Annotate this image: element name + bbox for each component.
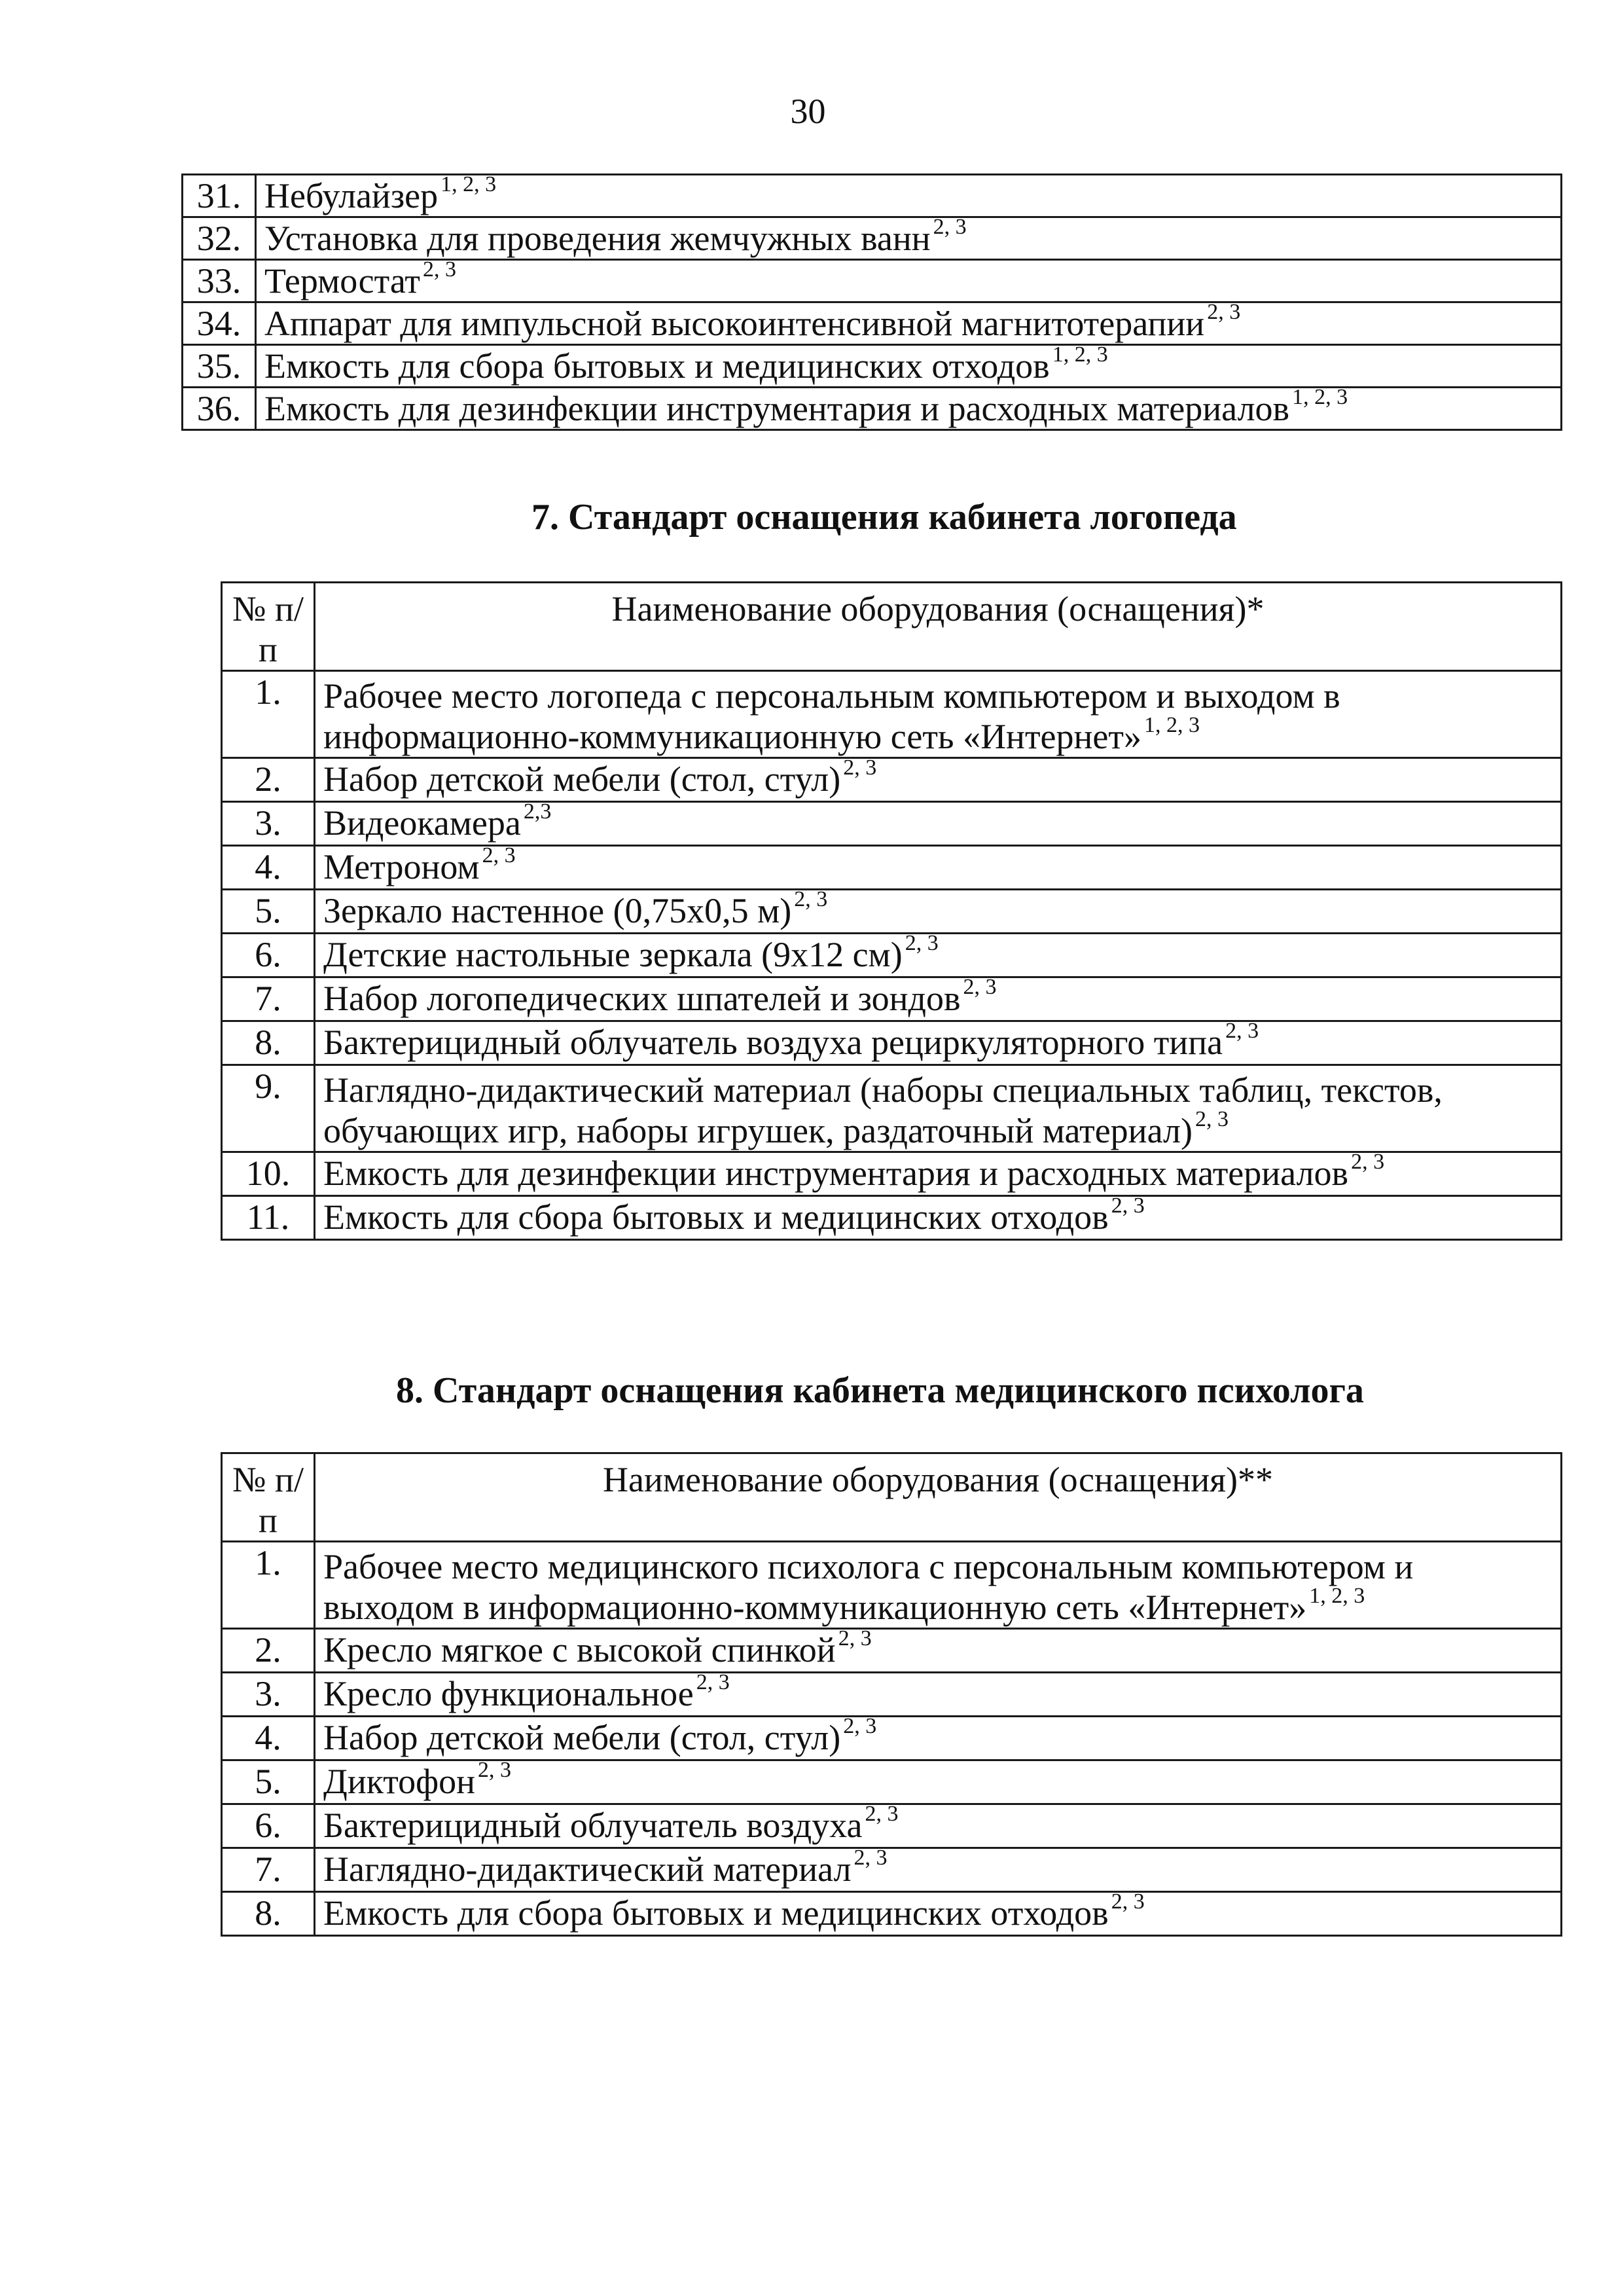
row-number: 8. <box>222 1021 315 1065</box>
row-number: 9. <box>222 1065 315 1152</box>
table-row <box>222 1021 1562 1065</box>
footnote-marks: 2, 3 <box>1111 1194 1145 1218</box>
table-header-row <box>222 1453 1562 1542</box>
row-number: 32. <box>183 217 256 260</box>
equipment-name: Емкость для сбора бытовых и медицинских отходов $^{2, 3}$ <box>315 1892 1562 1936</box>
table-row <box>222 1542 1562 1629</box>
row-number: 4. <box>222 1717 315 1760</box>
equipment-name: Небулайзер $^{1, 2, 3}$ <box>256 175 1562 217</box>
equipment-name: Набор детской мебели (стол, стул) $^{2, 3}$ <box>315 1717 1562 1760</box>
equipment-name: Детские настольные зеркала (9х12 см) $^{2, 3}$ <box>315 934 1562 977</box>
equipment-name: Термостат $^{2, 3}$ <box>256 260 1562 302</box>
column-header-number: № п/п <box>222 583 315 671</box>
table-row <box>222 934 1562 977</box>
section-8-title: 8. Стандарт оснащения кабинета медицинского психолога <box>396 1370 1364 1411</box>
equipment-name: Емкость для дезинфекции инструментария и расходных материалов $^{1, 2, 3}$ <box>256 388 1562 430</box>
equipment-name: Зеркало настенное (0,75х0,5 м) $^{2, 3}$ <box>315 890 1562 934</box>
table-row <box>222 846 1562 890</box>
equipment-name: Емкость для сбора бытовых и медицинских отходов $^{1, 2, 3}$ <box>256 345 1562 388</box>
footnote-marks: 1, 2, 3 <box>440 172 497 196</box>
equipment-name: Аппарат для импульсной высокоинтенсивной магнитотерапии $^{2, 3}$ <box>256 302 1562 345</box>
equipment-name: Рабочее место медицинского психолога с персональным компьютером и выходом в информационно-коммуникационную сеть «Интернет» $^{1, 2, 3}$ <box>315 1542 1562 1629</box>
footnote-marks: 2, 3 <box>478 1758 512 1782</box>
column-header-number: № п/п <box>222 1453 315 1542</box>
equipment-name: Рабочее место логопеда с персональным компьютером и выходом в информационно-коммуникационную сеть «Интернет» $^{1, 2, 3}$ <box>315 671 1562 758</box>
footnote-marks: 2, 3 <box>905 931 939 955</box>
row-number: 3. <box>222 802 315 846</box>
footnote-marks: 2, 3 <box>1207 300 1241 324</box>
row-number: 1. <box>222 671 315 758</box>
row-number: 7. <box>222 977 315 1021</box>
footnote-marks: 1, 2, 3 <box>1052 342 1108 367</box>
equipment-name: Диктофон $^{2, 3}$ <box>315 1760 1562 1804</box>
equipment-name: Бактерицидный облучатель воздуха рециркуляторного типа $^{2, 3}$ <box>315 1021 1562 1065</box>
equipment-name: Метроном $^{2, 3}$ <box>315 846 1562 890</box>
table-row <box>222 1673 1562 1717</box>
table-row <box>222 1848 1562 1892</box>
table-row <box>183 217 1562 260</box>
footnote-marks: 2, 3 <box>794 887 828 911</box>
table-row <box>222 1760 1562 1804</box>
table-row <box>183 302 1562 345</box>
row-number: 4. <box>222 846 315 890</box>
footnote-marks: 2, 3 <box>843 1714 877 1738</box>
footnote-marks: 2, 3 <box>843 756 877 780</box>
row-number: 7. <box>222 1848 315 1892</box>
equipment-name: Наглядно-дидактический материал $^{2, 3}$ <box>315 1848 1562 1892</box>
equipment-name: Кресло мягкое с высокой спинкой $^{2, 3}$ <box>315 1629 1562 1673</box>
equipment-name: Видеокамера $^{2,3}$ <box>315 802 1562 846</box>
row-number: 10. <box>222 1152 315 1196</box>
table-row <box>222 1717 1562 1760</box>
column-header-name: Наименование оборудования (оснащения)* <box>315 583 1562 671</box>
equipment-name: Набор логопедических шпателей и зондов $^{2, 3}$ <box>315 977 1562 1021</box>
footnote-marks: 2, 3 <box>865 1802 899 1826</box>
footnote-marks: 2, 3 <box>1194 1107 1229 1131</box>
equipment-name: Набор детской мебели (стол, стул) $^{2, 3}$ <box>315 758 1562 802</box>
row-number: 6. <box>222 934 315 977</box>
speech-therapist-equipment-table <box>221 581 1562 1241</box>
footnote-marks: 2, 3 <box>838 1626 872 1650</box>
row-number: 34. <box>183 302 256 345</box>
footnote-marks: 2, 3 <box>853 1846 888 1870</box>
footnote-marks: 2, 3 <box>1225 1019 1259 1043</box>
page-number: 30 <box>790 92 826 131</box>
row-number: 35. <box>183 345 256 388</box>
table-row <box>222 1196 1562 1240</box>
table-row <box>222 1152 1562 1196</box>
row-number: 8. <box>222 1892 315 1936</box>
table-row <box>222 977 1562 1021</box>
footnote-marks: 2, 3 <box>1111 1889 1145 1914</box>
footnote-marks: 2,3 <box>523 799 552 824</box>
table-row <box>183 388 1562 430</box>
footnote-marks: 1, 2, 3 <box>1292 385 1348 409</box>
row-number: 33. <box>183 260 256 302</box>
row-number: 2. <box>222 1629 315 1673</box>
equipment-table-continued <box>181 173 1562 431</box>
footnote-marks: 2, 3 <box>1351 1150 1385 1174</box>
row-number: 31. <box>183 175 256 217</box>
table-row <box>222 671 1562 758</box>
footnote-marks: 2, 3 <box>423 257 456 282</box>
equipment-name: Наглядно-дидактический материал (наборы специальных таблиц, текстов, обучающих игр, наборы игрушек, раздаточный материал) $^{2, 3}$ <box>315 1065 1562 1152</box>
row-number: 5. <box>222 890 315 934</box>
footnote-marks: 1, 2, 3 <box>1144 713 1200 737</box>
column-header-name: Наименование оборудования (оснащения)** <box>315 1453 1562 1542</box>
row-number: 1. <box>222 1542 315 1629</box>
table-row <box>222 1892 1562 1936</box>
equipment-name: Кресло функциональное $^{2, 3}$ <box>315 1673 1562 1717</box>
psychologist-equipment-table <box>221 1452 1562 1937</box>
row-number: 36. <box>183 388 256 430</box>
table-row <box>222 890 1562 934</box>
table-row <box>222 1065 1562 1152</box>
footnote-marks: 2, 3 <box>696 1670 730 1694</box>
row-number: 11. <box>222 1196 315 1240</box>
table-row <box>222 1629 1562 1673</box>
footnote-marks: 2, 3 <box>482 843 516 867</box>
equipment-name: Емкость для дезинфекции инструментария и расходных материалов $^{2, 3}$ <box>315 1152 1562 1196</box>
row-number: 2. <box>222 758 315 802</box>
row-number: 5. <box>222 1760 315 1804</box>
table-row <box>183 175 1562 217</box>
equipment-name: Емкость для сбора бытовых и медицинских отходов $^{2, 3}$ <box>315 1196 1562 1240</box>
table-row <box>222 758 1562 802</box>
table-row <box>222 1804 1562 1848</box>
section-7-title: 7. Стандарт оснащения кабинета логопеда <box>531 497 1237 538</box>
table-header-row <box>222 583 1562 671</box>
equipment-name: Установка для проведения жемчужных ванн $^{2, 3}$ <box>256 217 1562 260</box>
footnote-marks: 1, 2, 3 <box>1309 1584 1365 1608</box>
footnote-marks: 2, 3 <box>963 975 997 999</box>
table-row <box>183 345 1562 388</box>
table-row <box>183 260 1562 302</box>
equipment-name: Бактерицидный облучатель воздуха $^{2, 3}$ <box>315 1804 1562 1848</box>
row-number: 3. <box>222 1673 315 1717</box>
footnote-marks: 2, 3 <box>933 215 967 239</box>
table-row <box>222 802 1562 846</box>
row-number: 6. <box>222 1804 315 1848</box>
